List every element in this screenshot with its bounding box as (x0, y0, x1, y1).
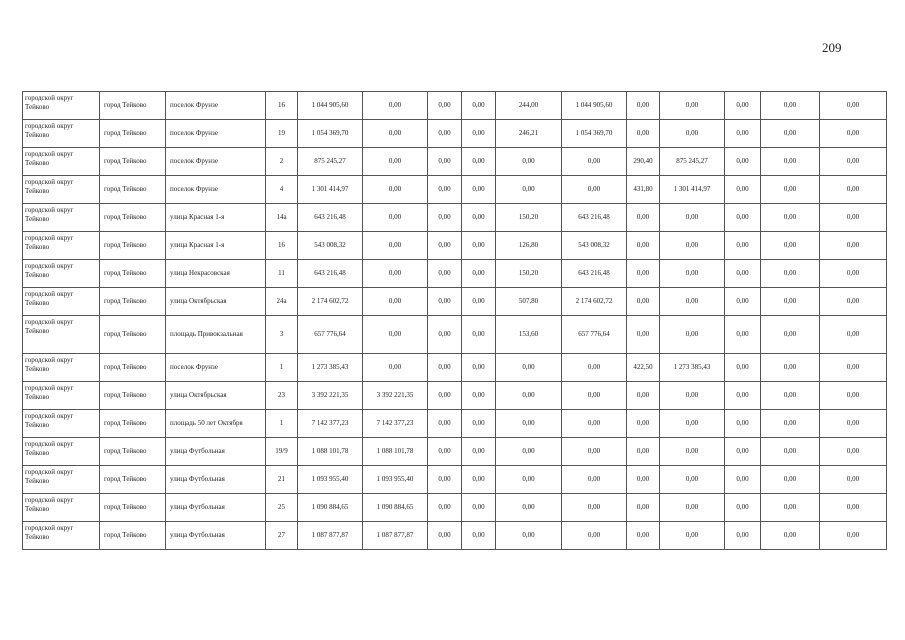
cell-cost-col-7: 0,00 (428, 92, 462, 120)
cell-municipality: городской округ Тейково (23, 382, 100, 410)
cell-cost-col-8: 0,00 (462, 410, 496, 438)
cell-cost-col-12: 0,00 (660, 466, 725, 494)
cell-cost-col-8: 0,00 (462, 204, 496, 232)
cell-cost-col-10: 0,00 (562, 176, 627, 204)
cell-street: улица Красная 1-я (166, 232, 266, 260)
cell-house-number: 27 (266, 522, 298, 550)
cell-settlement: город Тейково (100, 410, 166, 438)
cell-cost-col-12: 0,00 (660, 316, 725, 354)
cell-cost-col-7: 0,00 (428, 288, 462, 316)
cell-total-cost: 875 245,27 (298, 148, 363, 176)
cell-street: поселок Фрунзе (166, 354, 266, 382)
cell-municipality: городской округ Тейково (23, 438, 100, 466)
cell-total-cost: 1 301 414,97 (298, 176, 363, 204)
cell-cost-col-13: 0,00 (725, 382, 761, 410)
cell-cost-col-14: 0,00 (761, 382, 820, 410)
cell-house-number: 25 (266, 494, 298, 522)
cell-cost-col-12: 0,00 (660, 92, 725, 120)
cell-area-col-9: 153,60 (496, 316, 562, 354)
table-row (23, 382, 887, 410)
cell-house-number: 21 (266, 466, 298, 494)
table-row (23, 148, 887, 176)
cell-total-cost: 643 216,48 (298, 204, 363, 232)
cell-cost-col-13: 0,00 (725, 260, 761, 288)
cell-street: площадь 50 лет Октября (166, 410, 266, 438)
cell-total-cost: 643 216,48 (298, 260, 363, 288)
cell-cost-col-7: 0,00 (428, 354, 462, 382)
cell-total-cost: 3 392 221,35 (298, 382, 363, 410)
cell-cost-col-6: 0,00 (363, 316, 428, 354)
cell-cost-col-14: 0,00 (761, 204, 820, 232)
cell-municipality: городской округ Тейково (23, 288, 100, 316)
cell-cost-col-10: 1 054 369,70 (562, 120, 627, 148)
cell-municipality: городской округ Тейково (23, 522, 100, 550)
cell-street: улица Футбольная (166, 522, 266, 550)
cell-street: поселок Фрунзе (166, 176, 266, 204)
cell-settlement: город Тейково (100, 494, 166, 522)
cell-area-col-11: 0,00 (627, 204, 660, 232)
cell-cost-col-6: 1 088 101,78 (363, 438, 428, 466)
cell-cost-col-13: 0,00 (725, 316, 761, 354)
cell-area-col-9: 126,80 (496, 232, 562, 260)
cell-street: улица Некрасовская (166, 260, 266, 288)
cell-area-col-11: 0,00 (627, 438, 660, 466)
cell-cost-col-12: 1 301 414,97 (660, 176, 725, 204)
cell-cost-col-8: 0,00 (462, 260, 496, 288)
cell-cost-col-15: 0,00 (820, 120, 887, 148)
cell-cost-col-7: 0,00 (428, 494, 462, 522)
cell-house-number: 24а (266, 288, 298, 316)
cell-cost-col-8: 0,00 (462, 494, 496, 522)
table-row (23, 410, 887, 438)
cell-cost-col-10: 0,00 (562, 354, 627, 382)
table-row (23, 316, 887, 354)
cell-cost-col-15: 0,00 (820, 466, 887, 494)
cell-cost-col-6: 0,00 (363, 232, 428, 260)
cell-area-col-11: 0,00 (627, 232, 660, 260)
cell-cost-col-10: 643 216,48 (562, 260, 627, 288)
cell-municipality: городской округ Тейково (23, 410, 100, 438)
cell-municipality: городской округ Тейково (23, 232, 100, 260)
table-row (23, 204, 887, 232)
cell-cost-col-15: 0,00 (820, 260, 887, 288)
cell-cost-col-14: 0,00 (761, 260, 820, 288)
cell-cost-col-12: 0,00 (660, 522, 725, 550)
cell-cost-col-7: 0,00 (428, 410, 462, 438)
cell-municipality: городской округ Тейково (23, 176, 100, 204)
cell-cost-col-13: 0,00 (725, 92, 761, 120)
cell-cost-col-14: 0,00 (761, 410, 820, 438)
cell-total-cost: 1 093 955,40 (298, 466, 363, 494)
cell-house-number: 19 (266, 120, 298, 148)
cell-street: поселок Фрунзе (166, 148, 266, 176)
cell-cost-col-7: 0,00 (428, 232, 462, 260)
cell-cost-col-14: 0,00 (761, 176, 820, 204)
cell-area-col-9: 150,20 (496, 260, 562, 288)
cell-cost-col-10: 0,00 (562, 522, 627, 550)
cell-cost-col-12: 0,00 (660, 410, 725, 438)
cell-cost-col-8: 0,00 (462, 232, 496, 260)
cell-cost-col-6: 0,00 (363, 260, 428, 288)
table-row (23, 438, 887, 466)
cell-cost-col-12: 1 273 385,43 (660, 354, 725, 382)
cell-settlement: город Тейково (100, 148, 166, 176)
cell-street: улица Красная 1-я (166, 204, 266, 232)
cell-total-cost: 2 174 602,72 (298, 288, 363, 316)
cell-cost-col-10: 0,00 (562, 410, 627, 438)
cell-municipality: городской округ Тейково (23, 494, 100, 522)
cell-cost-col-13: 0,00 (725, 232, 761, 260)
cell-area-col-11: 0,00 (627, 522, 660, 550)
cell-area-col-9: 244,00 (496, 92, 562, 120)
cell-area-col-11: 0,00 (627, 494, 660, 522)
cell-cost-col-10: 0,00 (562, 466, 627, 494)
cell-cost-col-10: 2 174 602,72 (562, 288, 627, 316)
table-row (23, 522, 887, 550)
cell-cost-col-6: 1 090 884,65 (363, 494, 428, 522)
cell-house-number: 23 (266, 382, 298, 410)
cell-cost-col-10: 0,00 (562, 494, 627, 522)
cell-street: площадь Привокзальная (166, 316, 266, 354)
cell-cost-col-7: 0,00 (428, 466, 462, 494)
cell-house-number: 19/9 (266, 438, 298, 466)
cell-cost-col-7: 0,00 (428, 522, 462, 550)
cell-street: улица Футбольная (166, 466, 266, 494)
cell-settlement: город Тейково (100, 260, 166, 288)
cell-area-col-11: 0,00 (627, 382, 660, 410)
cell-cost-col-15: 0,00 (820, 522, 887, 550)
cell-municipality: городской округ Тейково (23, 316, 100, 354)
cell-cost-col-6: 0,00 (363, 92, 428, 120)
cell-area-col-11: 0,00 (627, 288, 660, 316)
cell-settlement: город Тейково (100, 316, 166, 354)
cell-cost-col-14: 0,00 (761, 438, 820, 466)
cell-cost-col-8: 0,00 (462, 92, 496, 120)
cell-cost-col-8: 0,00 (462, 354, 496, 382)
cell-cost-col-12: 0,00 (660, 120, 725, 148)
cell-cost-col-15: 0,00 (820, 288, 887, 316)
cell-cost-col-6: 0,00 (363, 288, 428, 316)
cell-area-col-9: 0,00 (496, 494, 562, 522)
cell-cost-col-15: 0,00 (820, 92, 887, 120)
cell-cost-col-15: 0,00 (820, 176, 887, 204)
cell-cost-col-10: 643 216,48 (562, 204, 627, 232)
cell-cost-col-8: 0,00 (462, 288, 496, 316)
cell-cost-col-8: 0,00 (462, 120, 496, 148)
cell-settlement: город Тейково (100, 354, 166, 382)
cell-cost-col-12: 0,00 (660, 494, 725, 522)
table-row (23, 92, 887, 120)
cell-area-col-9: 0,00 (496, 382, 562, 410)
cell-total-cost: 543 008,32 (298, 232, 363, 260)
cell-cost-col-15: 0,00 (820, 148, 887, 176)
cell-total-cost: 1 044 905,60 (298, 92, 363, 120)
cell-cost-col-7: 0,00 (428, 204, 462, 232)
cell-house-number: 11 (266, 260, 298, 288)
cell-total-cost: 1 088 101,78 (298, 438, 363, 466)
cell-street: поселок Фрунзе (166, 120, 266, 148)
cell-settlement: город Тейково (100, 232, 166, 260)
page-number: 209 (822, 40, 842, 55)
cell-area-col-11: 0,00 (627, 120, 660, 148)
cell-house-number: 16 (266, 92, 298, 120)
cell-total-cost: 1 090 884,65 (298, 494, 363, 522)
cell-cost-col-10: 0,00 (562, 148, 627, 176)
cell-area-col-11: 422,50 (627, 354, 660, 382)
cell-area-col-9: 150,20 (496, 204, 562, 232)
cell-cost-col-12: 0,00 (660, 204, 725, 232)
cell-area-col-9: 0,00 (496, 148, 562, 176)
cell-cost-col-6: 0,00 (363, 204, 428, 232)
cell-cost-col-6: 0,00 (363, 120, 428, 148)
cell-area-col-9: 246,21 (496, 120, 562, 148)
table-row (23, 466, 887, 494)
cell-cost-col-13: 0,00 (725, 438, 761, 466)
table-row (23, 232, 887, 260)
cell-cost-col-14: 0,00 (761, 92, 820, 120)
cell-cost-col-14: 0,00 (761, 316, 820, 354)
cell-cost-col-13: 0,00 (725, 410, 761, 438)
cell-municipality: городской округ Тейково (23, 260, 100, 288)
cell-cost-col-15: 0,00 (820, 410, 887, 438)
cell-area-col-9: 0,00 (496, 354, 562, 382)
cell-cost-col-6: 7 142 377,23 (363, 410, 428, 438)
cell-house-number: 4 (266, 176, 298, 204)
cell-municipality: городской округ Тейково (23, 204, 100, 232)
cell-house-number: 1 (266, 354, 298, 382)
cell-cost-col-12: 875 245,27 (660, 148, 725, 176)
cell-settlement: город Тейково (100, 176, 166, 204)
cell-settlement: город Тейково (100, 288, 166, 316)
cell-cost-col-6: 0,00 (363, 354, 428, 382)
cell-cost-col-15: 0,00 (820, 382, 887, 410)
cell-cost-col-7: 0,00 (428, 260, 462, 288)
cell-cost-col-10: 1 044 905,60 (562, 92, 627, 120)
cell-settlement: город Тейково (100, 120, 166, 148)
cell-settlement: город Тейково (100, 382, 166, 410)
cell-area-col-9: 507,80 (496, 288, 562, 316)
cell-cost-col-12: 0,00 (660, 438, 725, 466)
cell-cost-col-8: 0,00 (462, 466, 496, 494)
cell-cost-col-8: 0,00 (462, 148, 496, 176)
cell-area-col-11: 290,40 (627, 148, 660, 176)
table-row (23, 288, 887, 316)
cell-municipality: городской округ Тейково (23, 466, 100, 494)
cell-area-col-11: 0,00 (627, 316, 660, 354)
cell-cost-col-13: 0,00 (725, 288, 761, 316)
cell-cost-col-12: 0,00 (660, 232, 725, 260)
cell-cost-col-14: 0,00 (761, 466, 820, 494)
cell-area-col-9: 0,00 (496, 522, 562, 550)
cell-cost-col-7: 0,00 (428, 176, 462, 204)
cell-total-cost: 1 054 369,70 (298, 120, 363, 148)
cell-area-col-9: 0,00 (496, 438, 562, 466)
cell-cost-col-8: 0,00 (462, 522, 496, 550)
cell-cost-col-7: 0,00 (428, 382, 462, 410)
cell-cost-col-7: 0,00 (428, 120, 462, 148)
cell-cost-col-13: 0,00 (725, 120, 761, 148)
table-row (23, 494, 887, 522)
cell-cost-col-13: 0,00 (725, 354, 761, 382)
table-row (23, 120, 887, 148)
cell-cost-col-14: 0,00 (761, 288, 820, 316)
cell-settlement: город Тейково (100, 466, 166, 494)
cell-cost-col-13: 0,00 (725, 204, 761, 232)
cell-municipality: городской округ Тейково (23, 354, 100, 382)
cell-house-number: 16 (266, 232, 298, 260)
cell-cost-col-7: 0,00 (428, 438, 462, 466)
table-row (23, 176, 887, 204)
cell-cost-col-6: 1 087 877,87 (363, 522, 428, 550)
cell-cost-col-14: 0,00 (761, 120, 820, 148)
cell-street: улица Футбольная (166, 494, 266, 522)
cell-cost-col-6: 0,00 (363, 176, 428, 204)
cell-cost-col-8: 0,00 (462, 382, 496, 410)
cell-cost-col-15: 0,00 (820, 232, 887, 260)
cell-cost-col-10: 0,00 (562, 438, 627, 466)
cell-area-col-11: 0,00 (627, 92, 660, 120)
cell-cost-col-15: 0,00 (820, 494, 887, 522)
cell-total-cost: 7 142 377,23 (298, 410, 363, 438)
cell-total-cost: 1 087 877,87 (298, 522, 363, 550)
cell-cost-col-7: 0,00 (428, 148, 462, 176)
cell-cost-col-7: 0,00 (428, 316, 462, 354)
cell-house-number: 2 (266, 148, 298, 176)
cell-cost-col-13: 0,00 (725, 494, 761, 522)
table-row (23, 354, 887, 382)
cell-cost-col-14: 0,00 (761, 522, 820, 550)
cell-area-col-9: 0,00 (496, 466, 562, 494)
cell-cost-col-10: 0,00 (562, 382, 627, 410)
cell-area-col-11: 0,00 (627, 410, 660, 438)
cell-municipality: городской округ Тейково (23, 148, 100, 176)
table-body (23, 92, 887, 550)
cell-cost-col-15: 0,00 (820, 204, 887, 232)
cell-cost-col-12: 0,00 (660, 288, 725, 316)
table-row (23, 260, 887, 288)
cell-cost-col-13: 0,00 (725, 466, 761, 494)
cell-municipality: городской округ Тейково (23, 92, 100, 120)
cell-cost-col-13: 0,00 (725, 176, 761, 204)
cell-area-col-9: 0,00 (496, 410, 562, 438)
cell-house-number: 3 (266, 316, 298, 354)
cell-total-cost: 1 273 385,43 (298, 354, 363, 382)
cell-cost-col-13: 0,00 (725, 522, 761, 550)
cell-street: улица Октябрьская (166, 382, 266, 410)
cell-cost-col-14: 0,00 (761, 354, 820, 382)
cell-cost-col-14: 0,00 (761, 494, 820, 522)
cell-cost-col-6: 3 392 221,35 (363, 382, 428, 410)
cell-cost-col-14: 0,00 (761, 148, 820, 176)
cell-street: поселок Фрунзе (166, 92, 266, 120)
cell-total-cost: 657 776,64 (298, 316, 363, 354)
cell-cost-col-15: 0,00 (820, 316, 887, 354)
cell-cost-col-10: 543 008,32 (562, 232, 627, 260)
cell-house-number: 14а (266, 204, 298, 232)
cell-street: улица Октябрьская (166, 288, 266, 316)
cell-cost-col-15: 0,00 (820, 354, 887, 382)
cell-municipality: городской округ Тейково (23, 120, 100, 148)
cell-cost-col-10: 657 776,64 (562, 316, 627, 354)
cell-street: улица Футбольная (166, 438, 266, 466)
cell-area-col-11: 0,00 (627, 466, 660, 494)
cell-cost-col-12: 0,00 (660, 382, 725, 410)
cell-cost-col-14: 0,00 (761, 232, 820, 260)
cell-cost-col-12: 0,00 (660, 260, 725, 288)
cell-settlement: город Тейково (100, 438, 166, 466)
cell-settlement: город Тейково (100, 92, 166, 120)
cell-cost-col-6: 0,00 (363, 148, 428, 176)
cell-cost-col-8: 0,00 (462, 176, 496, 204)
cell-area-col-11: 431,80 (627, 176, 660, 204)
address-program-table (22, 91, 887, 550)
cell-cost-col-8: 0,00 (462, 316, 496, 354)
cell-cost-col-6: 1 093 955,40 (363, 466, 428, 494)
cell-cost-col-15: 0,00 (820, 438, 887, 466)
cell-area-col-9: 0,00 (496, 176, 562, 204)
cell-settlement: город Тейково (100, 204, 166, 232)
cell-settlement: город Тейково (100, 522, 166, 550)
cell-house-number: 1 (266, 410, 298, 438)
cell-cost-col-8: 0,00 (462, 438, 496, 466)
cell-area-col-11: 0,00 (627, 260, 660, 288)
cell-cost-col-13: 0,00 (725, 148, 761, 176)
